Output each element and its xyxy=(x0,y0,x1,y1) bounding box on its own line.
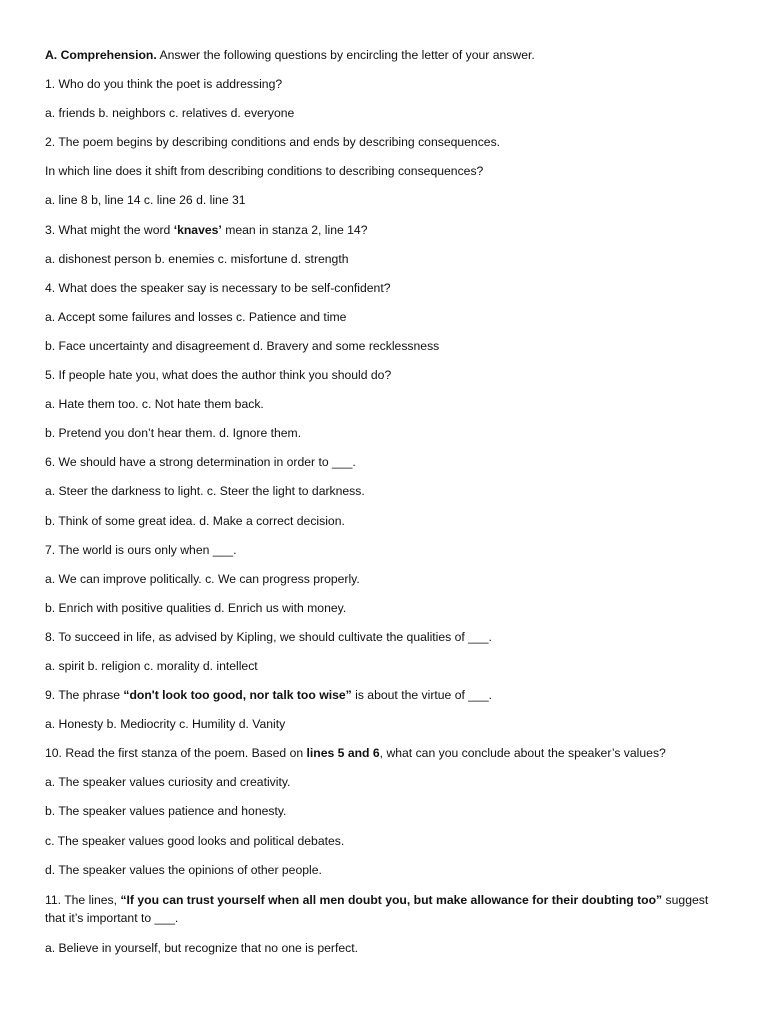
question-11-text-before: 11. The lines, xyxy=(45,892,121,907)
question-2-choices: a. line 8 b, line 14 c. line 26 d. line 31 xyxy=(45,193,246,208)
question-10-choice-b: b. The speaker values patience and honesty. xyxy=(45,804,287,819)
section-instruction: Answer the following questions by encircling the letter of your answer. xyxy=(156,48,535,62)
question-2-part-1: 2. The poem begins by describing conditions and ends by describing consequences. xyxy=(45,135,501,150)
worksheet-page xyxy=(45,47,725,969)
question-10-choice-a: a. The speaker values curiosity and creativity. xyxy=(45,775,291,790)
question-1-choices: a. friends b. neighbors c. relatives d. everyone xyxy=(45,106,295,121)
question-11-quote: “If you can trust yourself when all men doubt you, but make allowance for their doubting too” xyxy=(120,892,663,907)
question-3 xyxy=(45,222,725,238)
question-3-text-after: mean in stanza 2, line 14? xyxy=(221,222,368,237)
question-5-choices-2: b. Pretend you don’t hear them. d. Ignore them. xyxy=(45,426,302,441)
question-7: 7. The world is ours only when ___. xyxy=(45,542,237,557)
question-4-choices-2: b. Face uncertainty and disagreement d. Bravery and some recklessness xyxy=(45,338,440,353)
question-6: 6. We should have a strong determination in order to ___. xyxy=(45,455,356,470)
question-11-choice-a: a. Believe in yourself, but recognize that no one is perfect. xyxy=(45,940,358,955)
question-9-text-before: 9. The phrase xyxy=(45,688,124,703)
question-9-phrase: “don't look too good, nor talk too wise” xyxy=(123,688,352,703)
question-4: 4. What does the speaker say is necessary to be self-confident? xyxy=(45,280,391,295)
question-10-lines: lines 5 and 6 xyxy=(306,746,380,761)
question-5: 5. If people hate you, what does the author think you should do? xyxy=(45,368,392,383)
question-6-choices-2: b. Think of some great idea. d. Make a correct decision. xyxy=(45,513,345,528)
question-9-text-after: is about the virtue of ___. xyxy=(351,688,492,703)
question-6-choices-1: a. Steer the darkness to light. c. Steer the light to darkness. xyxy=(45,484,365,499)
question-2-part-2: In which line does it shift from describing conditions to describing consequences? xyxy=(45,164,484,179)
question-1: 1. Who do you think the poet is addressing? xyxy=(45,77,283,92)
question-11 xyxy=(45,891,725,927)
question-8: 8. To succeed in life, as advised by Kipling, we should cultivate the qualities of ___. xyxy=(45,629,492,644)
question-10-text-after: , what can you conclude about the speaker’s values? xyxy=(379,746,666,761)
question-10 xyxy=(45,745,725,761)
section-heading xyxy=(45,47,725,63)
question-3-text-before: 3. What might the word xyxy=(45,222,174,237)
question-3-keyword: ‘knaves’ xyxy=(173,222,222,237)
question-9 xyxy=(45,687,725,703)
question-7-choices-2: b. Enrich with positive qualities d. Enrich us with money. xyxy=(45,600,347,615)
question-7-choices-1: a. We can improve politically. c. We can progress properly. xyxy=(45,571,360,586)
question-11-text-after: suggest that it’s important to ___. xyxy=(45,892,709,925)
section-label: A. Comprehension. xyxy=(45,48,157,62)
question-9-choices: a. Honesty b. Mediocrity c. Humility d. Vanity xyxy=(45,717,286,732)
question-10-choice-c: c. The speaker values good looks and political debates. xyxy=(45,833,345,848)
question-8-choices: a. spirit b. religion c. morality d. intellect xyxy=(45,658,258,673)
question-10-text-before: 10. Read the first stanza of the poem. Based on xyxy=(45,746,307,761)
question-3-choices: a. dishonest person b. enemies c. misfortune d. strength xyxy=(45,251,349,266)
question-4-choices-1: a. Accept some failures and losses c. Patience and time xyxy=(45,309,347,324)
question-10-choice-d: d. The speaker values the opinions of other people. xyxy=(45,862,322,877)
question-5-choices-1: a. Hate them too. c. Not hate them back. xyxy=(45,397,264,412)
